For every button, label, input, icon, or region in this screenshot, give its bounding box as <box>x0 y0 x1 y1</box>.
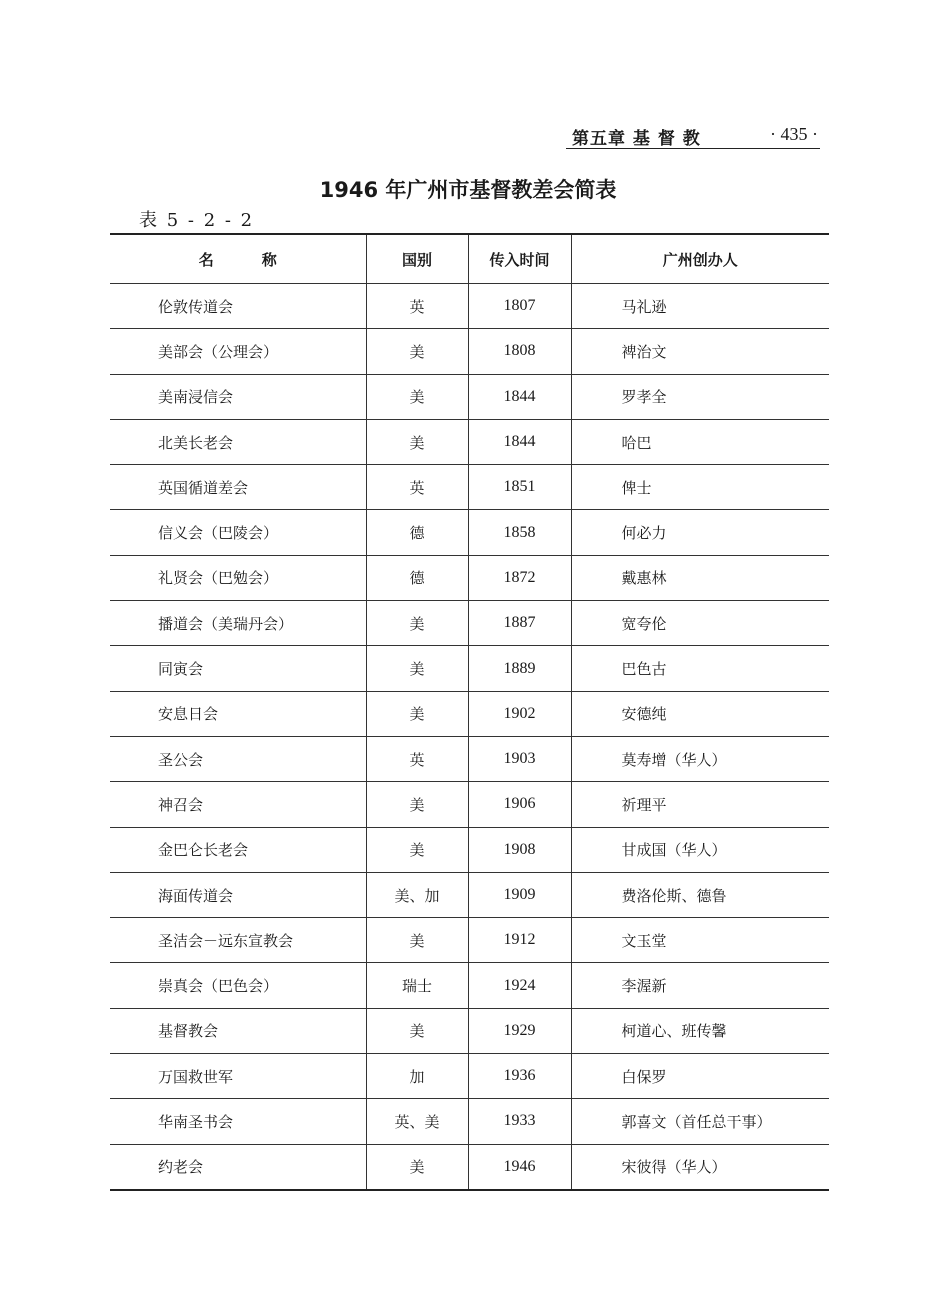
cell-founder: 甘成国（华人） <box>571 827 829 872</box>
cell-year: 1851 <box>468 465 571 510</box>
cell-year: 1933 <box>468 1099 571 1144</box>
table-row <box>110 374 829 419</box>
cell-country: 美 <box>366 918 468 963</box>
table-row <box>110 601 829 646</box>
cell-mission-name: 崇真会（巴色会） <box>110 963 366 1008</box>
cell-country: 美 <box>366 782 468 827</box>
column-header-country: 国别 <box>366 234 468 284</box>
cell-mission-name: 万国救世军 <box>110 1054 366 1099</box>
cell-mission-name: 播道会（美瑞丹会） <box>110 601 366 646</box>
cell-country: 英 <box>366 736 468 781</box>
cell-founder: 安德纯 <box>571 691 829 736</box>
cell-year: 1912 <box>468 918 571 963</box>
cell-founder: 费洛伦斯、德鲁 <box>571 872 829 917</box>
cell-year: 1909 <box>468 872 571 917</box>
cell-year: 1858 <box>468 510 571 555</box>
table-row <box>110 963 829 1008</box>
cell-year: 1872 <box>468 555 571 600</box>
cell-mission-name: 华南圣书会 <box>110 1099 366 1144</box>
table-row <box>110 419 829 464</box>
cell-year: 1844 <box>468 374 571 419</box>
cell-mission-name: 约老会 <box>110 1144 366 1190</box>
table-row <box>110 827 829 872</box>
cell-mission-name: 礼贤会（巴勉会） <box>110 555 366 600</box>
cell-year: 1889 <box>468 646 571 691</box>
cell-founder: 马礼逊 <box>571 284 829 329</box>
cell-founder: 柯道心、班传馨 <box>571 1008 829 1053</box>
cell-mission-name: 圣洁会－远东宣教会 <box>110 918 366 963</box>
chapter-title: 第五章 基 督 教 <box>572 129 701 149</box>
cell-mission-name: 信义会（巴陵会） <box>110 510 366 555</box>
cell-year: 1903 <box>468 736 571 781</box>
cell-country: 美 <box>366 374 468 419</box>
cell-year: 1936 <box>468 1054 571 1099</box>
table-row <box>110 284 829 329</box>
running-header <box>566 120 820 149</box>
cell-country: 美 <box>366 601 468 646</box>
cell-country: 英、美 <box>366 1099 468 1144</box>
table-number: 表 5 - 2 - 2 <box>139 210 255 231</box>
cell-mission-name: 圣公会 <box>110 736 366 781</box>
table-row <box>110 736 829 781</box>
cell-founder: 戴惠林 <box>571 555 829 600</box>
cell-country: 美、加 <box>366 872 468 917</box>
cell-founder: 祈理平 <box>571 782 829 827</box>
page-number: · 435 · <box>770 124 818 144</box>
cell-founder: 哈巴 <box>571 419 829 464</box>
table-row <box>110 465 829 510</box>
cell-year: 1807 <box>468 284 571 329</box>
table-row <box>110 782 829 827</box>
cell-founder: 宽夸伦 <box>571 601 829 646</box>
cell-year: 1906 <box>468 782 571 827</box>
table-row <box>110 510 829 555</box>
cell-founder: 罗孝全 <box>571 374 829 419</box>
cell-year: 1844 <box>468 419 571 464</box>
cell-year: 1887 <box>468 601 571 646</box>
cell-founder: 裨治文 <box>571 329 829 374</box>
cell-year: 1902 <box>468 691 571 736</box>
table-body <box>110 284 829 1190</box>
table-row <box>110 1054 829 1099</box>
table-row <box>110 918 829 963</box>
cell-year: 1924 <box>468 963 571 1008</box>
table-header <box>110 234 829 284</box>
cell-year: 1908 <box>468 827 571 872</box>
cell-founder: 宋彼得（华人） <box>571 1144 829 1190</box>
cell-founder: 白保罗 <box>571 1054 829 1099</box>
cell-country: 英 <box>366 284 468 329</box>
cell-country: 美 <box>366 827 468 872</box>
cell-mission-name: 伦敦传道会 <box>110 284 366 329</box>
cell-founder: 俾士 <box>571 465 829 510</box>
cell-country: 美 <box>366 419 468 464</box>
cell-mission-name: 金巴仑长老会 <box>110 827 366 872</box>
cell-country: 英 <box>366 465 468 510</box>
cell-mission-name: 海面传道会 <box>110 872 366 917</box>
cell-year: 1929 <box>468 1008 571 1053</box>
cell-country: 美 <box>366 1008 468 1053</box>
column-header-name: 名称 <box>110 234 366 284</box>
cell-mission-name: 同寅会 <box>110 646 366 691</box>
table-row <box>110 555 829 600</box>
cell-founder: 郭喜文（首任总干事） <box>571 1099 829 1144</box>
cell-founder: 巴色古 <box>571 646 829 691</box>
cell-country: 瑞士 <box>366 963 468 1008</box>
cell-country: 美 <box>366 691 468 736</box>
cell-year: 1808 <box>468 329 571 374</box>
column-header-founder: 广州创办人 <box>571 234 829 284</box>
cell-founder: 李渥新 <box>571 963 829 1008</box>
missions-table <box>110 233 829 1191</box>
header-row <box>110 234 829 284</box>
cell-mission-name: 神召会 <box>110 782 366 827</box>
cell-founder: 莫寿增（华人） <box>571 736 829 781</box>
table-row <box>110 329 829 374</box>
cell-mission-name: 北美长老会 <box>110 419 366 464</box>
cell-mission-name: 美部会（公理会） <box>110 329 366 374</box>
table-title: 1946 年广州市基督教差会简表 <box>319 178 617 202</box>
cell-country: 德 <box>366 510 468 555</box>
table-row <box>110 1008 829 1053</box>
table-row <box>110 691 829 736</box>
table-row <box>110 1099 829 1144</box>
column-header-year: 传入时间 <box>468 234 571 284</box>
cell-country: 德 <box>366 555 468 600</box>
cell-mission-name: 英国循道差会 <box>110 465 366 510</box>
cell-country: 美 <box>366 1144 468 1190</box>
cell-country: 美 <box>366 329 468 374</box>
cell-country: 加 <box>366 1054 468 1099</box>
cell-mission-name: 美南浸信会 <box>110 374 366 419</box>
cell-mission-name: 基督教会 <box>110 1008 366 1053</box>
cell-year: 1946 <box>468 1144 571 1190</box>
cell-founder: 文玉堂 <box>571 918 829 963</box>
cell-founder: 何必力 <box>571 510 829 555</box>
cell-mission-name: 安息日会 <box>110 691 366 736</box>
table-row <box>110 872 829 917</box>
cell-country: 美 <box>366 646 468 691</box>
table-row <box>110 1144 829 1190</box>
table-row <box>110 646 829 691</box>
